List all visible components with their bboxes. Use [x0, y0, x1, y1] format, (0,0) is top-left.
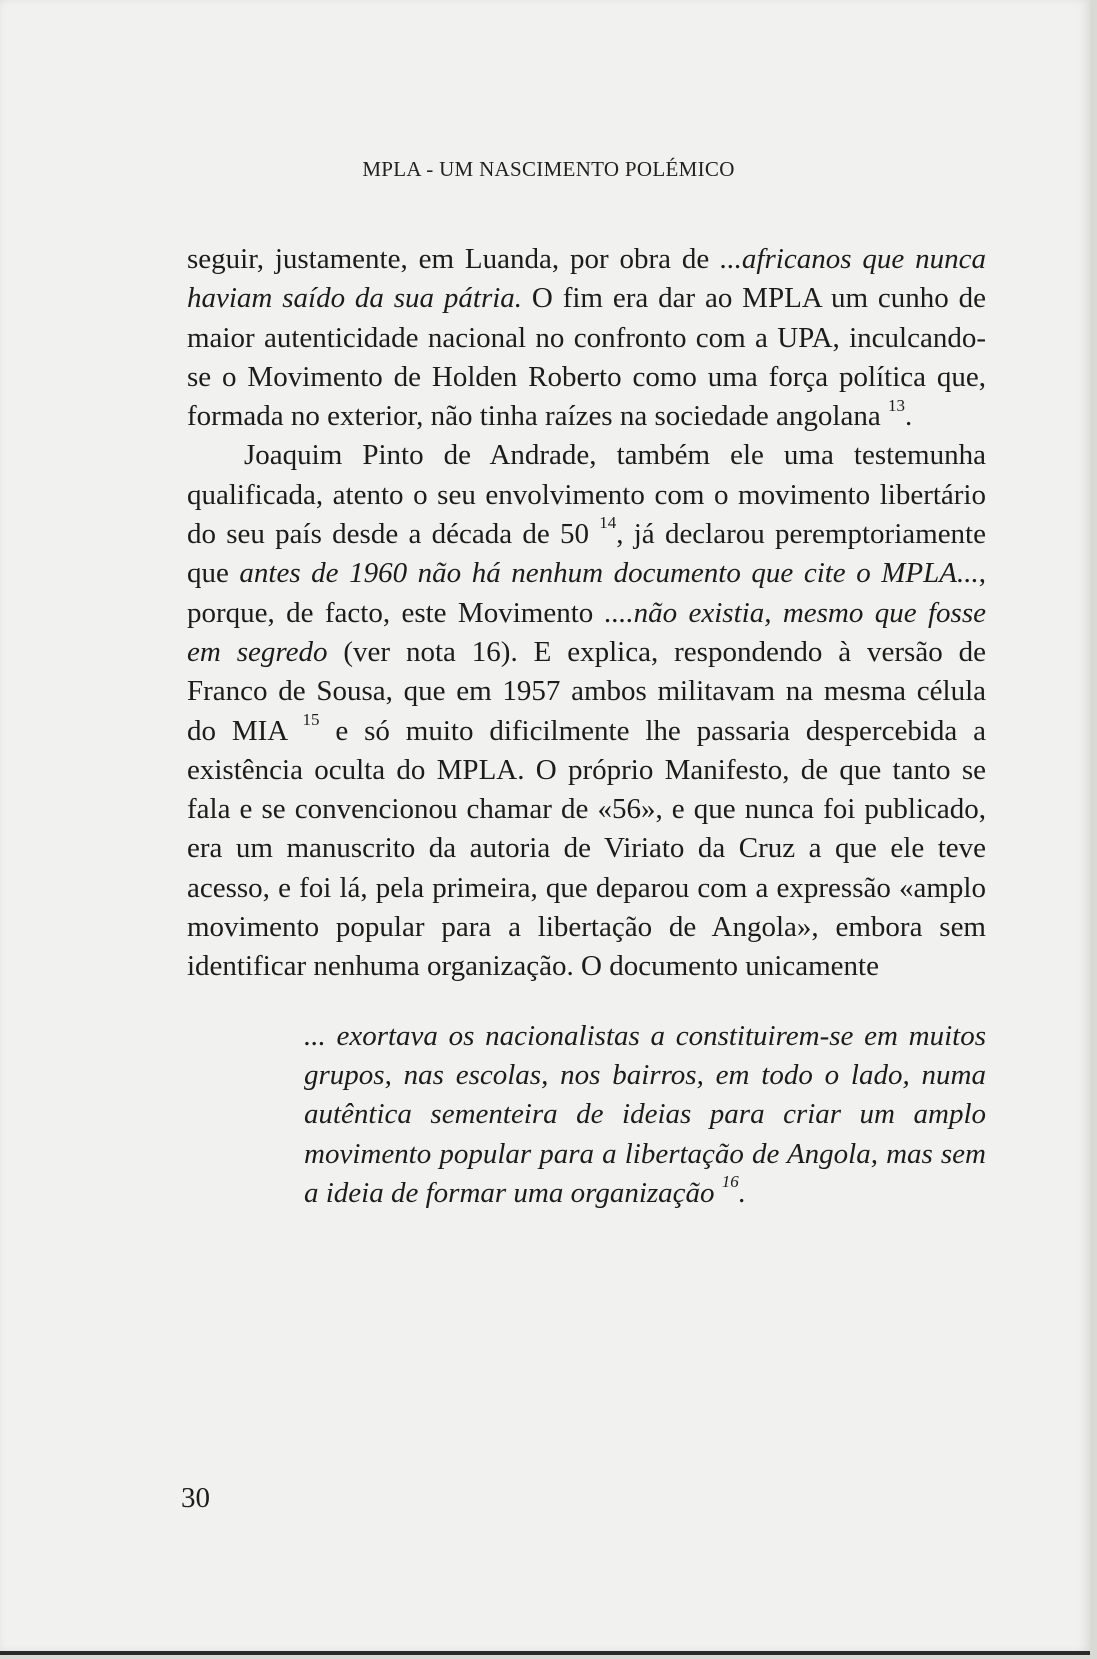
- footnote-ref-15: 15: [302, 709, 320, 729]
- footnote-ref-14: 14: [599, 513, 617, 533]
- block-quote-end: .: [738, 1176, 747, 1209]
- paragraph-1: [187, 240, 986, 436]
- footnote-ref-16: 16: [721, 1172, 739, 1192]
- paragraph-2-italic-1: antes de 1960 não há nenhum documento que cite o MPLA...: [239, 557, 979, 590]
- paragraph-2-text-4: (ver nota 16). E explica, respondendo à versão de Franco de Sousa, que em 1957 ambos militavam na mesma célula do MIA: [187, 635, 986, 747]
- paragraph-1-text-3: .: [904, 400, 913, 433]
- block-quote-text: ... exortava os nacionalistas a constituirem-se em muitos grupos, nas escolas, nos bairros, em todo o lado, numa autêntica sementeira de ideias para criar um amplo movimento popular para a libertação de Angola, mas sem a ideia de formar uma organização: [304, 1019, 986, 1209]
- paragraph-2-text-5: e só muito dificilmente lhe passaria despercebida a existência oculta do MPLA. O próprio Manifesto, de que tanto se fala e se convencionou chamar de «56», e que nunca foi publicado, era um manuscrito da autoria de Viriato da Cruz a que ele teve acesso, e foi lá, pela primeira, que deparou com a expressão «amplo movimento popular para a libertação de Angola», embora sem identificar nenhuma organização. O documento unicamente: [187, 714, 986, 983]
- body-text: [187, 240, 986, 1213]
- paragraph-2-italic-2: ....não existia, mesmo que fosse em segredo: [187, 596, 986, 668]
- paragraph-1-italic-1: ...africanos que nunca haviam saído da sua pátria.: [187, 243, 986, 315]
- running-head: MPLA - UM NASCIMENTO POLÉMICO: [362, 157, 735, 181]
- page-number: 30: [181, 1482, 210, 1514]
- paragraph-2-text-2: , já declarou peremptoriamente que: [187, 518, 986, 590]
- bottom-edge-shadow: [0, 1651, 1090, 1655]
- paragraph-2: [187, 436, 986, 986]
- paragraph-1-text-1: seguir, justamente, em Luanda, por obra de: [187, 243, 721, 275]
- paragraph-2-text-1: Joaquim Pinto de Andrade, também ele uma testemunha qualificada, atento o seu envolvimento com o movimento libertário do seu país desde a década de 50: [187, 439, 986, 551]
- paragraph-2-text-3: , porque, de facto, este Movimento: [187, 557, 986, 629]
- footnote-ref-13: 13: [887, 395, 905, 415]
- block-quote: [304, 1017, 986, 1213]
- paragraph-1-text-2: O fim era dar ao MPLA um cunho de maior autenticidade nacional no confronto com a UPA, inculcando-se o Movimento de Holden Roberto como uma força política que, formada no exterior, não tinha raízes na sociedade angolana: [187, 282, 986, 433]
